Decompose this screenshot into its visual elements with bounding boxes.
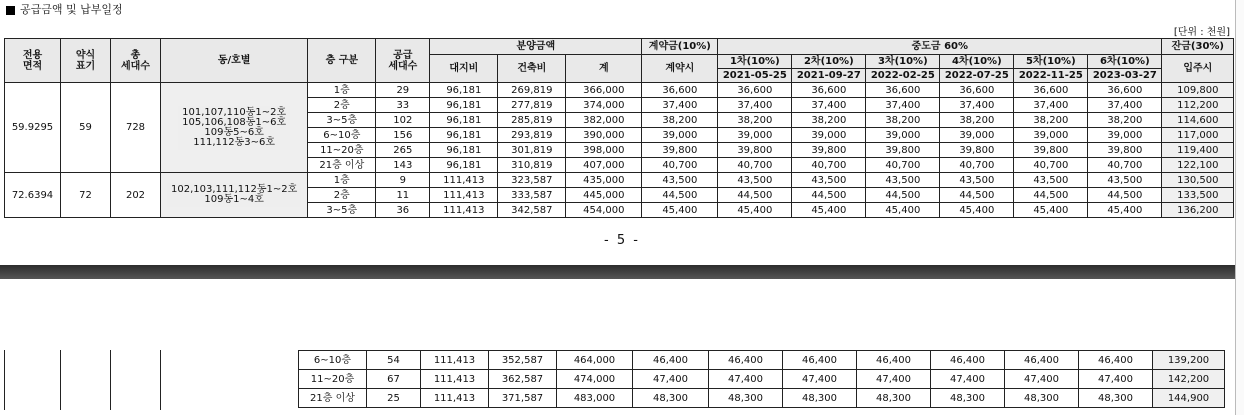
header-total-units: 총 세대수 xyxy=(111,39,161,83)
total-price-cell: 474,000 xyxy=(557,370,633,389)
contract-payment-cell: 43,500 xyxy=(642,173,718,188)
balance-payment-cell: 109,800 xyxy=(1162,83,1234,98)
table-row xyxy=(299,351,1225,370)
middle-payment-cell: 47,400 xyxy=(1005,370,1079,389)
black-square-icon xyxy=(6,6,15,15)
header-installment-date-4: 2022-07-25 xyxy=(940,69,1014,83)
middle-payment-cell: 38,200 xyxy=(792,113,866,128)
middle-payment-cell: 46,400 xyxy=(1079,351,1153,370)
page-number: - 5 - xyxy=(604,233,640,248)
middle-payment-cell: 40,700 xyxy=(792,158,866,173)
balance-payment-cell: 114,600 xyxy=(1162,113,1234,128)
balance-payment-cell: 112,200 xyxy=(1162,98,1234,113)
land-price-cell: 111,413 xyxy=(421,389,489,408)
middle-payment-cell: 38,200 xyxy=(866,113,940,128)
dong-line: 105,106,108동1~6호 xyxy=(182,116,287,128)
floor-cell: 11~20층 xyxy=(299,370,367,389)
middle-payment-cell: 36,600 xyxy=(1014,83,1088,98)
contract-payment-cell: 45,400 xyxy=(642,203,718,218)
balance-payment-cell: 144,900 xyxy=(1153,389,1225,408)
supply-units-cell: 143 xyxy=(376,158,430,173)
building-price-cell: 310,819 xyxy=(498,158,566,173)
header-installment-1: 1차(10%) xyxy=(718,55,792,69)
building-price-cell: 323,587 xyxy=(498,173,566,188)
dong-list xyxy=(178,106,290,150)
balance-payment-cell: 122,100 xyxy=(1162,158,1234,173)
middle-payment-cell: 47,400 xyxy=(783,370,857,389)
header-supply-units: 공급 세대수 xyxy=(376,39,430,83)
total-price-cell: 445,000 xyxy=(566,188,642,203)
header-building: 건축비 xyxy=(498,55,566,83)
total-price-cell: 390,000 xyxy=(566,128,642,143)
dong-line: 101,107,110동1~2호 xyxy=(182,106,287,118)
floor-cell: 6~10층 xyxy=(299,351,367,370)
middle-payment-cell: 39,000 xyxy=(1088,128,1162,143)
middle-payment-cell: 47,400 xyxy=(857,370,931,389)
floor-cell: 1층 xyxy=(308,83,376,98)
middle-payment-cell: 48,300 xyxy=(1005,389,1079,408)
header-sale-price: 분양금액 xyxy=(430,39,642,55)
middle-payment-cell: 48,300 xyxy=(931,389,1005,408)
supply-units-cell: 29 xyxy=(376,83,430,98)
middle-payment-cell: 36,600 xyxy=(940,83,1014,98)
dong-line: 109동5~6호 xyxy=(204,126,264,138)
middle-payment-cell: 39,000 xyxy=(718,128,792,143)
dong-line: 111,112동3~6호 xyxy=(193,136,276,148)
land-price-cell: 96,181 xyxy=(430,83,498,98)
middle-payment-cell: 37,400 xyxy=(940,98,1014,113)
dong-list xyxy=(167,183,301,207)
middle-payment-cell: 37,400 xyxy=(792,98,866,113)
balance-payment-cell: 139,200 xyxy=(1153,351,1225,370)
total-price-cell: 366,000 xyxy=(566,83,642,98)
header-installment-date-1: 2021-05-25 xyxy=(718,69,792,83)
building-price-cell: 293,819 xyxy=(498,128,566,143)
middle-payment-cell: 39,000 xyxy=(940,128,1014,143)
floor-cell: 11~20층 xyxy=(308,143,376,158)
land-price-cell: 96,181 xyxy=(430,128,498,143)
middle-payment-cell: 47,400 xyxy=(931,370,1005,389)
building-price-cell: 285,819 xyxy=(498,113,566,128)
total-price-cell: 454,000 xyxy=(566,203,642,218)
floor-cell: 21층 이상 xyxy=(308,158,376,173)
section-title xyxy=(6,3,123,17)
header-installment-date-6: 2023-03-27 xyxy=(1088,69,1162,83)
contract-payment-cell: 40,700 xyxy=(642,158,718,173)
header-land: 대지비 xyxy=(430,55,498,83)
building-price-cell: 269,819 xyxy=(498,83,566,98)
continued-column-line xyxy=(4,350,5,410)
building-price-cell: 301,819 xyxy=(498,143,566,158)
header-installment-date-2: 2021-09-27 xyxy=(792,69,866,83)
middle-payment-cell: 36,600 xyxy=(1088,83,1162,98)
total-units-cell: 202 xyxy=(111,173,161,218)
middle-payment-cell: 45,400 xyxy=(940,203,1014,218)
header-dong: 동/호별 xyxy=(161,39,308,83)
contract-payment-cell: 48,300 xyxy=(633,389,709,408)
header-installment-6: 6차(10%) xyxy=(1088,55,1162,69)
land-price-cell: 111,413 xyxy=(421,370,489,389)
balance-payment-cell: 136,200 xyxy=(1162,203,1234,218)
land-price-cell: 111,413 xyxy=(430,203,498,218)
header-balance: 잔금(30%) xyxy=(1162,39,1234,55)
continued-column-line xyxy=(110,350,111,410)
middle-payment-cell: 36,600 xyxy=(866,83,940,98)
land-price-cell: 96,181 xyxy=(430,158,498,173)
balance-payment-cell: 142,200 xyxy=(1153,370,1225,389)
middle-payment-cell: 43,500 xyxy=(718,173,792,188)
supply-units-cell: 156 xyxy=(376,128,430,143)
header-installment-3: 3차(10%) xyxy=(866,55,940,69)
middle-payment-cell: 39,000 xyxy=(792,128,866,143)
building-price-cell: 342,587 xyxy=(498,203,566,218)
total-price-cell: 374,000 xyxy=(566,98,642,113)
middle-payment-cell: 39,800 xyxy=(940,143,1014,158)
header-installment-5: 5차(10%) xyxy=(1014,55,1088,69)
middle-payment-cell: 39,800 xyxy=(718,143,792,158)
table-row xyxy=(5,173,1234,188)
middle-payment-cell: 44,500 xyxy=(1088,188,1162,203)
land-price-cell: 111,413 xyxy=(430,173,498,188)
middle-payment-cell: 43,500 xyxy=(1014,173,1088,188)
contract-payment-cell: 46,400 xyxy=(633,351,709,370)
header-installment-date-3: 2022-02-25 xyxy=(866,69,940,83)
middle-payment-cell: 44,500 xyxy=(1014,188,1088,203)
supply-units-cell: 11 xyxy=(376,188,430,203)
middle-payment-cell: 45,400 xyxy=(718,203,792,218)
supply-units-cell: 25 xyxy=(367,389,421,408)
middle-payment-cell: 48,300 xyxy=(857,389,931,408)
supply-units-cell: 33 xyxy=(376,98,430,113)
table-row xyxy=(5,83,1234,98)
floor-cell: 21층 이상 xyxy=(299,389,367,408)
building-price-cell: 277,819 xyxy=(498,98,566,113)
middle-payment-cell: 40,700 xyxy=(866,158,940,173)
building-price-cell: 362,587 xyxy=(489,370,557,389)
balance-payment-cell: 130,500 xyxy=(1162,173,1234,188)
middle-payment-cell: 45,400 xyxy=(792,203,866,218)
contract-payment-cell: 44,500 xyxy=(642,188,718,203)
header-installment-date-5: 2022-11-25 xyxy=(1014,69,1088,83)
supply-units-cell: 36 xyxy=(376,203,430,218)
middle-payment-cell: 46,400 xyxy=(857,351,931,370)
supply-units-cell: 67 xyxy=(367,370,421,389)
header-area: 전용 면적 xyxy=(5,39,61,83)
total-units-cell: 728 xyxy=(111,83,161,173)
land-price-cell: 111,413 xyxy=(430,188,498,203)
building-price-cell: 352,587 xyxy=(489,351,557,370)
land-price-cell: 96,181 xyxy=(430,113,498,128)
total-price-cell: 483,000 xyxy=(557,389,633,408)
building-price-cell: 371,587 xyxy=(489,389,557,408)
middle-payment-cell: 36,600 xyxy=(792,83,866,98)
middle-payment-cell: 37,400 xyxy=(866,98,940,113)
middle-payment-cell: 38,200 xyxy=(718,113,792,128)
dong-cell xyxy=(161,83,308,173)
middle-payment-cell: 46,400 xyxy=(1005,351,1079,370)
header-contract-when: 계약시 xyxy=(642,55,718,83)
dong-cell xyxy=(161,173,308,218)
land-price-cell: 111,413 xyxy=(421,351,489,370)
total-price-cell: 435,000 xyxy=(566,173,642,188)
floor-cell: 2층 xyxy=(308,98,376,113)
supply-units-cell: 54 xyxy=(367,351,421,370)
middle-payment-cell: 46,400 xyxy=(709,351,783,370)
supply-units-cell: 9 xyxy=(376,173,430,188)
middle-payment-cell: 43,500 xyxy=(940,173,1014,188)
header-installment-4: 4차(10%) xyxy=(940,55,1014,69)
middle-payment-cell: 43,500 xyxy=(866,173,940,188)
balance-payment-cell: 117,000 xyxy=(1162,128,1234,143)
middle-payment-cell: 37,400 xyxy=(1088,98,1162,113)
floor-cell: 3~5층 xyxy=(308,113,376,128)
floor-cell: 1층 xyxy=(308,173,376,188)
middle-payment-cell: 45,400 xyxy=(1088,203,1162,218)
header-balance-when: 입주시 xyxy=(1162,55,1234,83)
middle-payment-cell: 39,800 xyxy=(866,143,940,158)
header-contract: 계약금(10%) xyxy=(642,39,718,55)
total-price-cell: 407,000 xyxy=(566,158,642,173)
header-installment-2: 2차(10%) xyxy=(792,55,866,69)
header-middle-payment: 중도금 60% xyxy=(718,39,1162,55)
unit-label: [단위 : 천원] xyxy=(1173,27,1230,38)
area-cell: 72.6394 xyxy=(5,173,61,218)
total-price-cell: 398,000 xyxy=(566,143,642,158)
middle-payment-cell: 44,500 xyxy=(792,188,866,203)
middle-payment-cell: 38,200 xyxy=(1014,113,1088,128)
middle-payment-cell: 43,500 xyxy=(1088,173,1162,188)
table-row xyxy=(299,370,1225,389)
middle-payment-cell: 39,800 xyxy=(792,143,866,158)
contract-payment-cell: 38,200 xyxy=(642,113,718,128)
middle-payment-cell: 40,700 xyxy=(718,158,792,173)
middle-payment-cell: 40,700 xyxy=(940,158,1014,173)
middle-payment-cell: 46,400 xyxy=(931,351,1005,370)
floor-cell: 6~10층 xyxy=(308,128,376,143)
middle-payment-cell: 45,400 xyxy=(866,203,940,218)
area-cell: 59.9295 xyxy=(5,83,61,173)
middle-payment-cell: 47,400 xyxy=(1079,370,1153,389)
middle-payment-cell: 40,700 xyxy=(1014,158,1088,173)
contract-payment-cell: 47,400 xyxy=(633,370,709,389)
middle-payment-cell: 48,300 xyxy=(709,389,783,408)
floor-cell: 2층 xyxy=(308,188,376,203)
middle-payment-cell: 39,800 xyxy=(1088,143,1162,158)
continued-column-line xyxy=(160,350,161,410)
type-cell: 72 xyxy=(61,173,111,218)
supply-units-cell: 102 xyxy=(376,113,430,128)
middle-payment-cell: 39,000 xyxy=(1014,128,1088,143)
continued-column-line xyxy=(60,350,61,410)
middle-payment-cell: 37,400 xyxy=(1014,98,1088,113)
middle-payment-cell: 45,400 xyxy=(1014,203,1088,218)
section-title-text: 공급금액 및 납부일정 xyxy=(20,3,123,16)
middle-payment-cell: 48,300 xyxy=(1079,389,1153,408)
balance-payment-cell: 119,400 xyxy=(1162,143,1234,158)
contract-payment-cell: 36,600 xyxy=(642,83,718,98)
header-type: 약식 표기 xyxy=(61,39,111,83)
page-frame-edge xyxy=(1235,0,1244,415)
middle-payment-cell: 38,200 xyxy=(1088,113,1162,128)
header-sum: 계 xyxy=(566,55,642,83)
middle-payment-cell: 40,700 xyxy=(1088,158,1162,173)
middle-payment-cell: 46,400 xyxy=(783,351,857,370)
table-row xyxy=(299,389,1225,408)
land-price-cell: 96,181 xyxy=(430,143,498,158)
contract-payment-cell: 39,800 xyxy=(642,143,718,158)
middle-payment-cell: 36,600 xyxy=(718,83,792,98)
dong-line: 102,103,111,112동1~2호 xyxy=(171,184,298,195)
land-price-cell: 96,181 xyxy=(430,98,498,113)
contract-payment-cell: 37,400 xyxy=(642,98,718,113)
total-price-cell: 382,000 xyxy=(566,113,642,128)
page-separator xyxy=(0,265,1244,279)
supply-units-cell: 265 xyxy=(376,143,430,158)
floor-cell: 3~5층 xyxy=(308,203,376,218)
middle-payment-cell: 47,400 xyxy=(709,370,783,389)
continued-table xyxy=(298,350,1225,408)
building-price-cell: 333,587 xyxy=(498,188,566,203)
middle-payment-cell: 44,500 xyxy=(718,188,792,203)
middle-payment-cell: 48,300 xyxy=(783,389,857,408)
balance-payment-cell: 133,500 xyxy=(1162,188,1234,203)
middle-payment-cell: 37,400 xyxy=(718,98,792,113)
type-cell: 59 xyxy=(61,83,111,173)
middle-payment-cell: 39,000 xyxy=(866,128,940,143)
middle-payment-cell: 43,500 xyxy=(792,173,866,188)
middle-payment-cell: 39,800 xyxy=(1014,143,1088,158)
total-price-cell: 464,000 xyxy=(557,351,633,370)
dong-line: 109동1~4호 xyxy=(204,194,264,205)
price-schedule-table xyxy=(4,38,1234,218)
middle-payment-cell: 44,500 xyxy=(866,188,940,203)
middle-payment-cell: 38,200 xyxy=(940,113,1014,128)
header-floor: 층 구분 xyxy=(308,39,376,83)
contract-payment-cell: 39,000 xyxy=(642,128,718,143)
middle-payment-cell: 44,500 xyxy=(940,188,1014,203)
